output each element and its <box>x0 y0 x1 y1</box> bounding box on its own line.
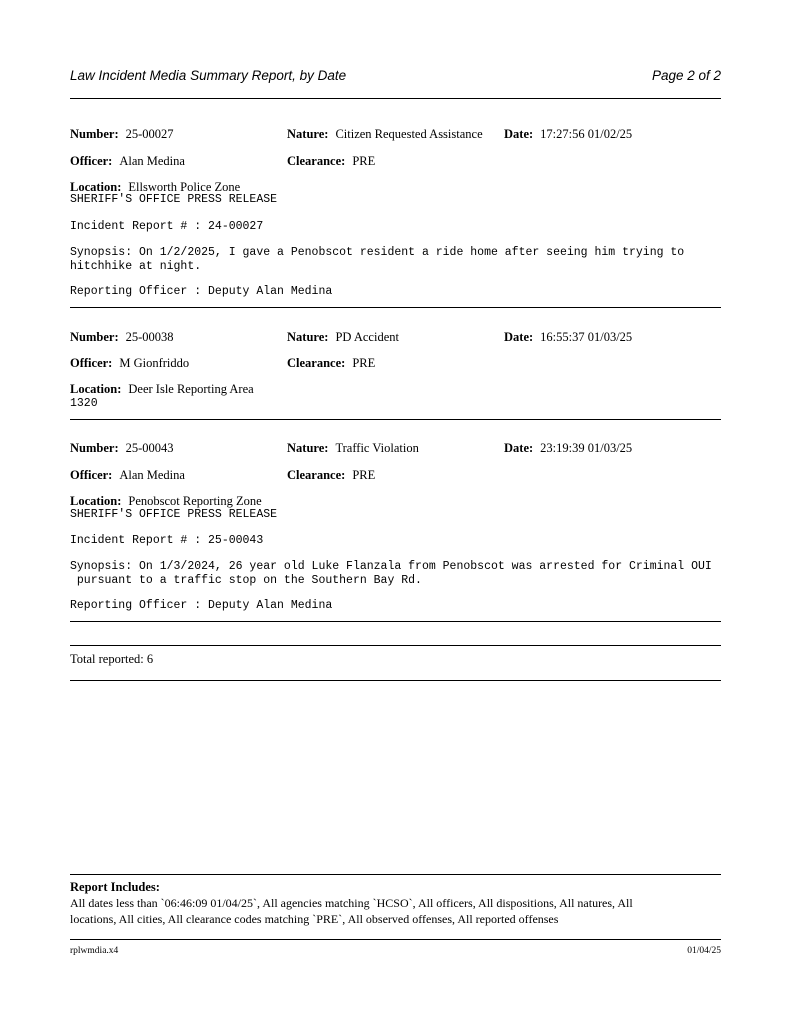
officer-label: Officer: <box>70 154 113 168</box>
location-label: Location: <box>70 382 122 396</box>
number-field <box>70 328 174 346</box>
incident-report-number: Incident Report # : 25-00043 <box>70 534 264 547</box>
number-field <box>70 439 174 457</box>
nature-value: Citizen Requested Assistance <box>335 127 483 141</box>
date-value: 23:19:39 01/03/25 <box>540 441 633 455</box>
officer-value: Alan Medina <box>119 154 185 168</box>
officer-label: Officer: <box>70 468 113 482</box>
synopsis-text: Synopsis: On 1/2/2025, I gave a Penobscot resident a ride home after seeing him trying to hitchhike at night. <box>70 246 685 273</box>
header-divider <box>70 98 721 99</box>
officer-value: M Gionfriddo <box>119 356 190 370</box>
reporting-officer-text: Reporting Officer : Deputy Alan Medina <box>70 599 333 612</box>
number-field <box>70 125 174 143</box>
location-value: Deer Isle Reporting Area <box>128 382 254 396</box>
press-release-heading: SHERIFF'S OFFICE PRESS RELEASE <box>70 193 278 206</box>
record-divider <box>70 419 721 420</box>
total-reported: Total reported: 6 <box>70 652 154 666</box>
clearance-label: Clearance: <box>287 356 346 370</box>
date-label: Date: <box>504 127 534 141</box>
nature-label: Nature: <box>287 330 329 344</box>
date-field <box>504 439 632 457</box>
record-divider <box>70 621 721 622</box>
number-value: 25-00027 <box>125 127 174 141</box>
location-field <box>70 380 254 398</box>
date-value: 17:27:56 01/02/25 <box>540 127 633 141</box>
officer-field <box>70 354 189 372</box>
number-label: Number: <box>70 330 119 344</box>
clearance-label: Clearance: <box>287 154 346 168</box>
nature-field <box>287 125 483 143</box>
date-label: Date: <box>504 441 534 455</box>
clearance-field <box>287 152 375 170</box>
synopsis-text: Synopsis: On 1/3/2024, 26 year old Luke Flanzala from Penobscot was arrested for Criminal OUI pursuant to a traffic stop on the Southern Bay Rd. <box>70 560 712 587</box>
narrative-text: 1320 <box>70 397 98 410</box>
number-value: 25-00043 <box>125 441 174 455</box>
footer-report-id: rplwmdia.x4 <box>70 946 119 956</box>
nature-value: Traffic Violation <box>335 441 419 455</box>
number-label: Number: <box>70 441 119 455</box>
date-field <box>504 328 632 346</box>
clearance-field <box>287 354 375 372</box>
location-label: Location: <box>70 494 122 508</box>
officer-value: Alan Medina <box>119 468 185 482</box>
number-value: 25-00038 <box>125 330 174 344</box>
nature-label: Nature: <box>287 441 329 455</box>
incident-report-number: Incident Report # : 24-00027 <box>70 220 264 233</box>
report-includes-line-1: All dates less than `06:46:09 01/04/25`, All agencies matching `HCSO`, All officers, All dispositions, All natures, All <box>70 896 633 910</box>
officer-label: Officer: <box>70 356 113 370</box>
nature-field <box>287 328 399 346</box>
nature-label: Nature: <box>287 127 329 141</box>
footer-date: 01/04/25 <box>687 946 721 956</box>
total-divider-bottom <box>70 680 721 681</box>
total-divider-top <box>70 645 721 646</box>
clearance-value: PRE <box>352 356 376 370</box>
includes-divider <box>70 874 721 875</box>
clearance-value: PRE <box>352 468 376 482</box>
clearance-label: Clearance: <box>287 468 346 482</box>
nature-field <box>287 439 419 457</box>
clearance-field <box>287 466 375 484</box>
nature-value: PD Accident <box>335 330 399 344</box>
clearance-value: PRE <box>352 154 376 168</box>
page-number: Page 2 of 2 <box>651 68 721 83</box>
location-value: Ellsworth Police Zone <box>128 180 241 194</box>
date-field <box>504 125 632 143</box>
footer-divider <box>70 939 721 940</box>
officer-field <box>70 152 185 170</box>
officer-field <box>70 466 185 484</box>
location-value: Penobscot Reporting Zone <box>128 494 262 508</box>
date-label: Date: <box>504 330 534 344</box>
report-title: Law Incident Media Summary Report, by Date <box>70 68 347 83</box>
reporting-officer-text: Reporting Officer : Deputy Alan Medina <box>70 285 333 298</box>
number-label: Number: <box>70 127 119 141</box>
report-includes-heading: Report Includes: <box>70 880 160 894</box>
press-release-heading: SHERIFF'S OFFICE PRESS RELEASE <box>70 508 278 521</box>
location-label: Location: <box>70 180 122 194</box>
report-includes-line-2: locations, All cities, All clearance codes matching `PRE`, All observed offenses, All reported offenses <box>70 912 559 926</box>
record-divider <box>70 307 721 308</box>
date-value: 16:55:37 01/03/25 <box>540 330 633 344</box>
